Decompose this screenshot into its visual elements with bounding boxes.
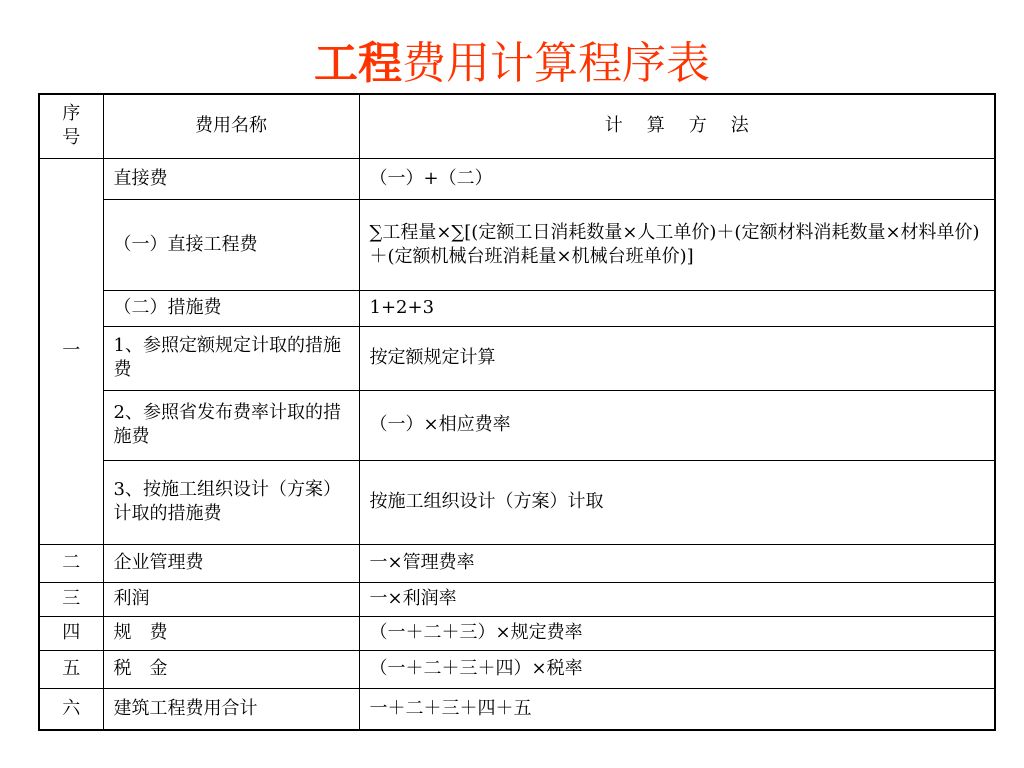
fee-name-cell: 利润	[103, 582, 359, 616]
seq-cell: 一	[39, 158, 103, 544]
cost-calculation-table	[38, 93, 996, 731]
header-fee-name: 费用名称	[103, 94, 359, 158]
page-title-part1: 工程	[314, 38, 402, 89]
table-header-row	[39, 94, 995, 158]
header-method-char: 算	[646, 115, 665, 137]
method-cell: 一×利润率	[359, 582, 995, 616]
table-row	[39, 290, 995, 326]
method-cell: （一＋二＋三＋四）×税率	[359, 650, 995, 688]
method-cell: ∑工程量×∑[(定额工日消耗数量×人工单价)＋(定额材料消耗数量×材料单价)＋(定额机械台班消耗量×机械台班单价)]	[359, 199, 995, 290]
fee-name-cell: 直接费	[103, 158, 359, 199]
table-row	[39, 582, 995, 616]
table-row	[39, 544, 995, 582]
table-row	[39, 199, 995, 290]
fee-name-cell: 建筑工程费用合计	[103, 688, 359, 730]
header-method	[359, 94, 995, 158]
table-row	[39, 688, 995, 730]
fee-name-cell: 3、按施工组织设计（方案）计取的措施费	[103, 460, 359, 544]
method-cell: 按施工组织设计（方案）计取	[359, 460, 995, 544]
method-cell: （一）+（二）	[359, 158, 995, 199]
method-cell: 1+2+3	[359, 290, 995, 326]
fee-name-cell: 2、参照省发布费率计取的措施费	[103, 390, 359, 460]
header-method-char: 方	[688, 115, 707, 137]
table-row	[39, 326, 995, 390]
seq-cell: 三	[39, 582, 103, 616]
page-title-part2: 费用计算程序表	[402, 38, 710, 89]
seq-cell: 二	[39, 544, 103, 582]
fee-name-cell: 规 费	[103, 616, 359, 650]
method-cell: 按定额规定计算	[359, 326, 995, 390]
seq-cell: 五	[39, 650, 103, 688]
seq-cell: 四	[39, 616, 103, 650]
method-cell: （一＋二＋三）×规定费率	[359, 616, 995, 650]
method-cell: 一＋二＋三＋四＋五	[359, 688, 995, 730]
fee-name-cell: 企业管理费	[103, 544, 359, 582]
fee-name-cell: （二）措施费	[103, 290, 359, 326]
seq-cell: 六	[39, 688, 103, 730]
table-row	[39, 158, 995, 199]
table-row	[39, 650, 995, 688]
header-method-char: 法	[730, 115, 749, 137]
method-cell: （一）×相应费率	[359, 390, 995, 460]
fee-name-cell: 1、参照定额规定计取的措施费	[103, 326, 359, 390]
method-cell: 一×管理费率	[359, 544, 995, 582]
table-row	[39, 390, 995, 460]
page-title	[0, 36, 1024, 92]
table-row	[39, 616, 995, 650]
fee-name-cell: 税 金	[103, 650, 359, 688]
table-row	[39, 460, 995, 544]
fee-name-cell: （一）直接工程费	[103, 199, 359, 290]
header-method-char: 计	[604, 115, 623, 137]
header-seq: 序号	[39, 94, 103, 158]
